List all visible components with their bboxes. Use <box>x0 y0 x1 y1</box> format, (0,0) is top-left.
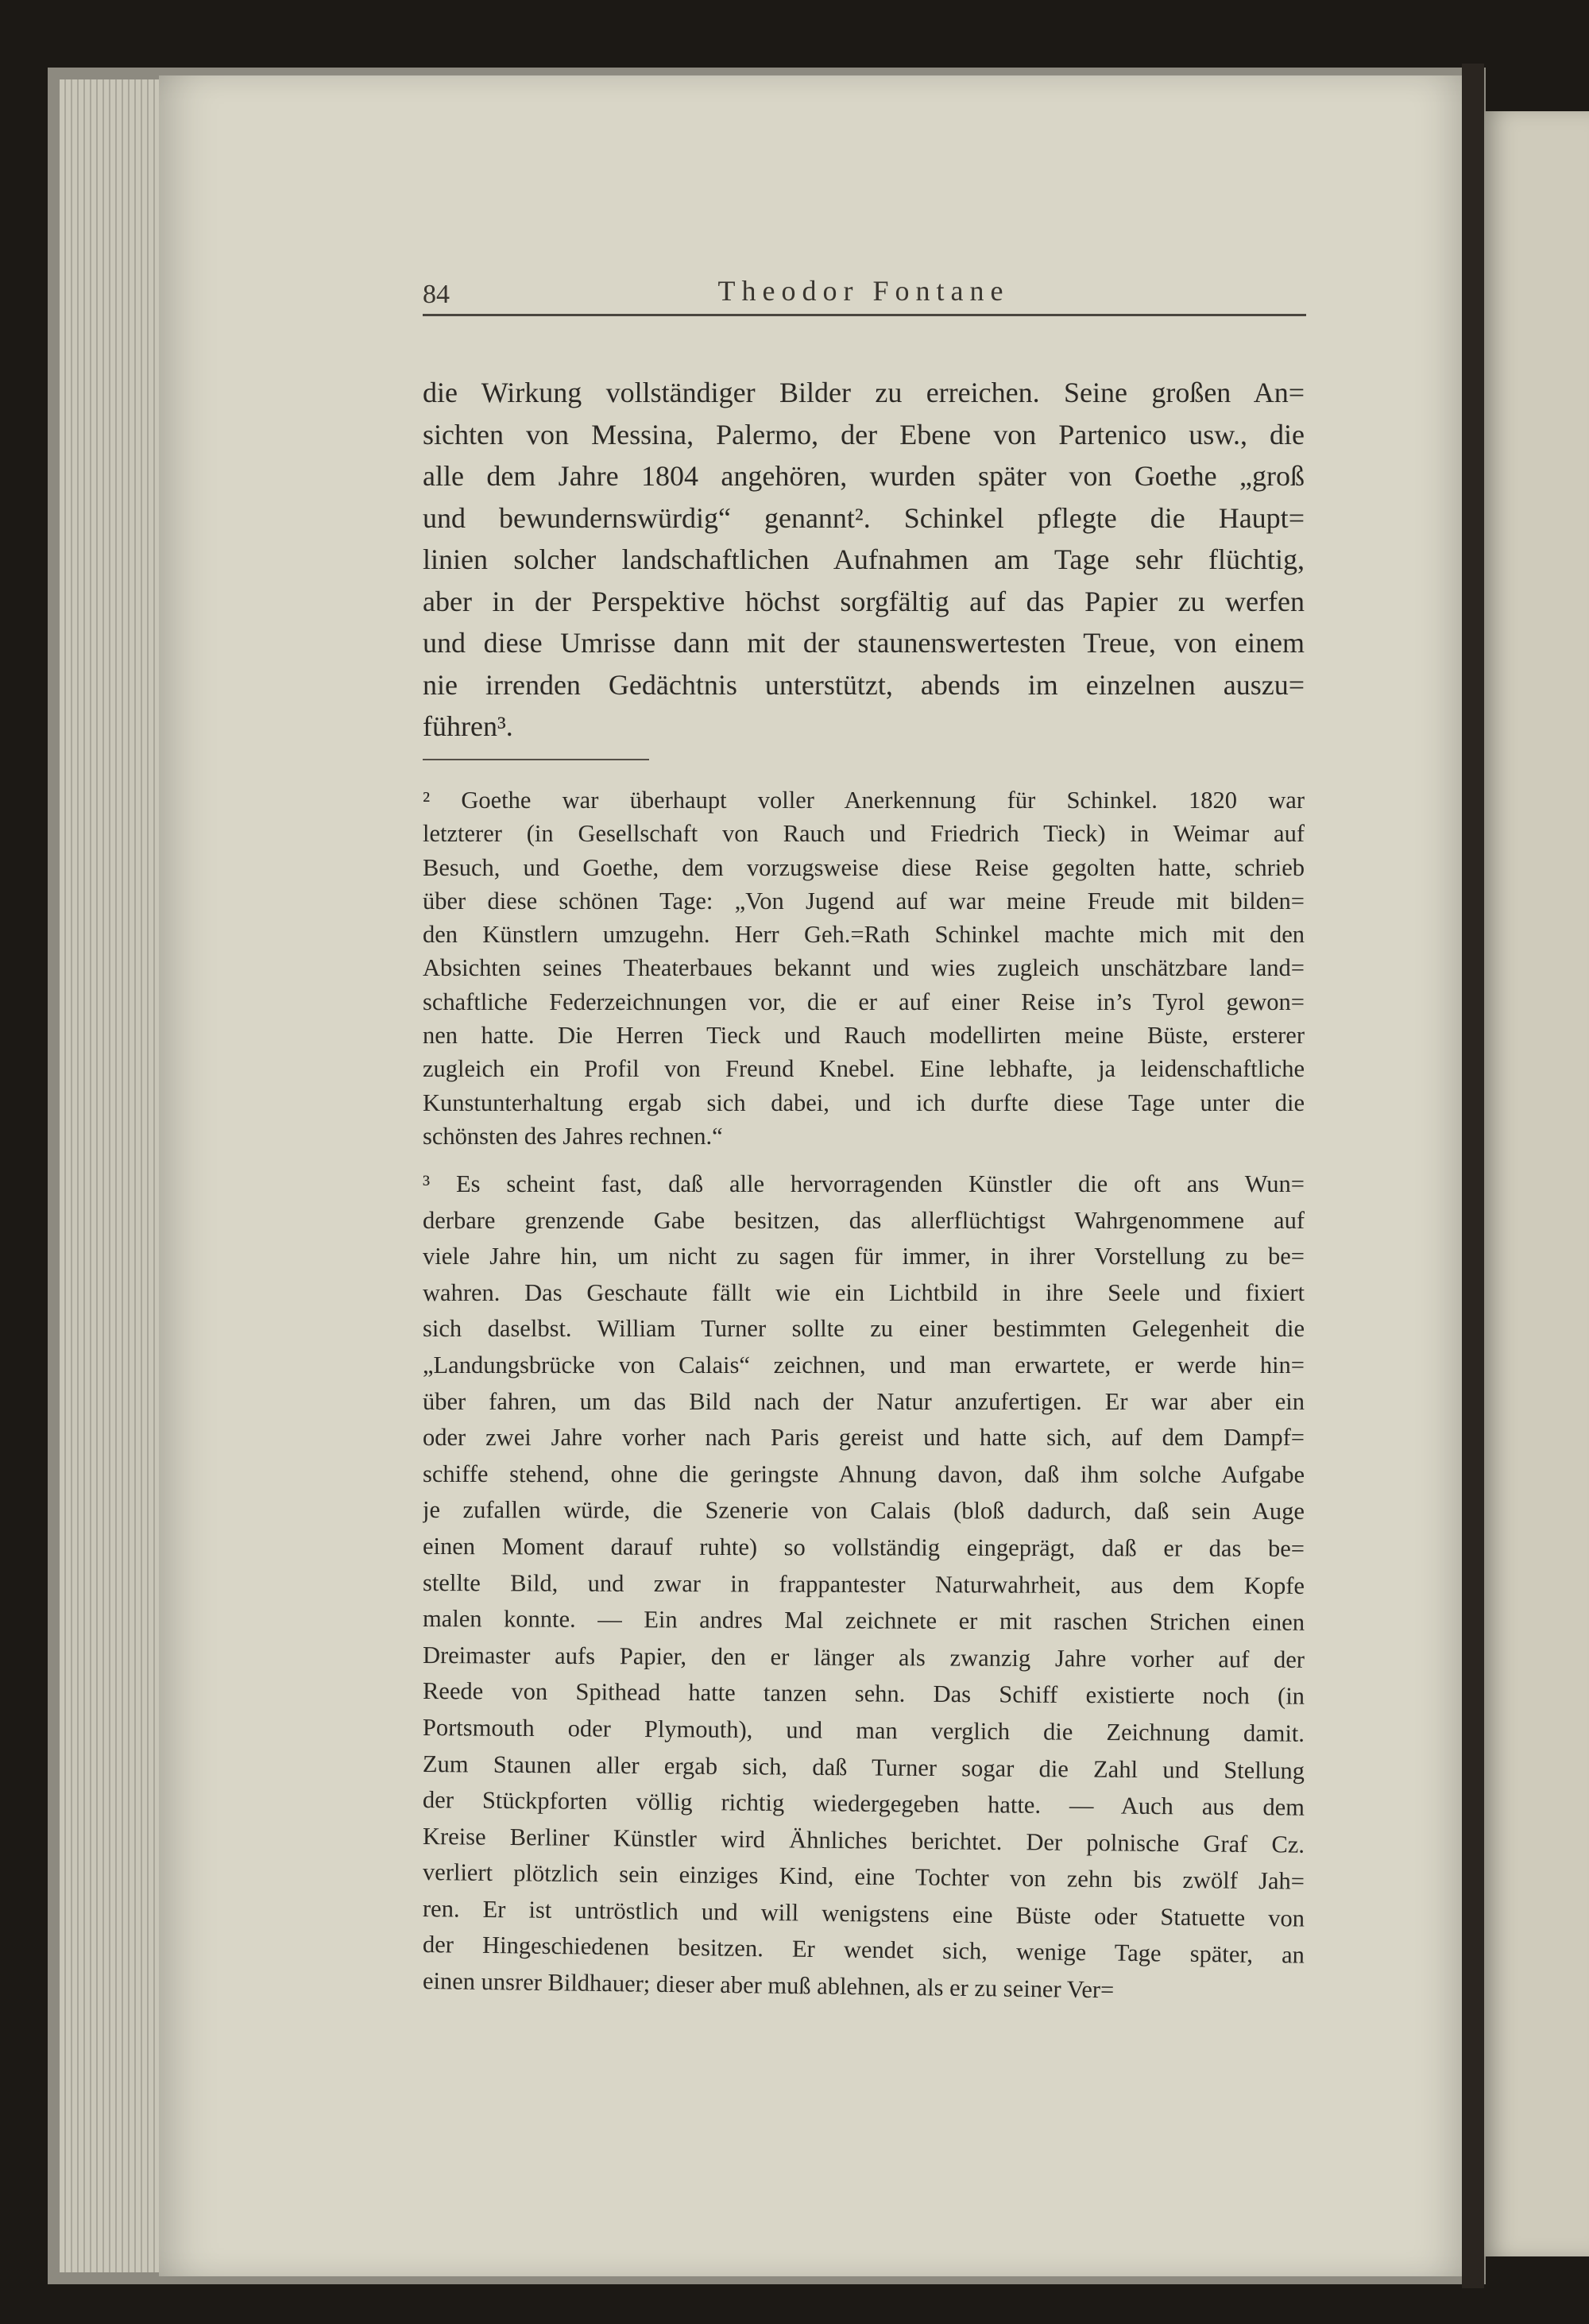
book-gutter <box>1462 64 1484 2288</box>
text-line: führen³. <box>423 710 513 742</box>
text-line: malen konnte. — Ein andres Mal zeichnete er mit raschen Strichen einen <box>422 1605 1305 1636</box>
text-line: derbare grenzende Gabe besitzen, das allerflüchtigst Wahrgenommene auf <box>423 1206 1305 1234</box>
text-line: über fahren, um das Bild nach der Natur anzufertigen. Er war aber ein <box>423 1387 1305 1415</box>
text-line: „Landungsbrücke von Calais“ zeichnen, und man erwartete, er werde hin= <box>423 1351 1305 1379</box>
text-line: und diese Umrisse dann mit der staunenswertesten Treue, von einem <box>423 627 1305 659</box>
text-line: ² Goethe war überhaupt voller Anerkennung für Schinkel. 1820 war <box>423 787 1305 814</box>
footnote-2 <box>423 783 1305 1153</box>
running-title: Theodor Fontane <box>717 275 1010 307</box>
text-line: verliert plötzlich sein einziges Kind, eine Tochter von zehn bis zwölf Jah= <box>422 1858 1305 1895</box>
text-line: der Stückpforten völlig richtig wiedergegeben hatte. — Auch aus dem <box>422 1786 1305 1821</box>
page-header <box>423 270 1305 310</box>
facing-page-edge <box>1484 111 1589 2256</box>
text-line: nen hatte. Die Herren Tieck und Rauch modellirten meine Büste, ersterer <box>423 1022 1305 1050</box>
text-line: einen unsrer Bildhauer; dieser aber muß ablehnen, als er zu seiner Ver= <box>422 1967 1115 2004</box>
text-line: sich daselbst. William Turner sollte zu einer bestimmten Gelegenheit die <box>423 1315 1305 1343</box>
text-line: Zum Staunen aller ergab sich, daß Turner sogar die Zahl und Stellung <box>422 1750 1305 1785</box>
text-line: schaftliche Federzeichnungen vor, die er auf einer Reise in’s Tyrol gewon= <box>423 988 1305 1015</box>
text-line: Portsmouth oder Plymouth), und man verglich die Zeichnung damit. <box>422 1713 1305 1747</box>
text-line: Kunstunterhaltung ergab sich dabei, und ich durfte diese Tage unter die <box>423 1089 1305 1116</box>
text-line: Absichten seines Theaterbaues bekannt und wies zugleich unschätzbare land= <box>423 954 1305 982</box>
text-line: den Künstlern umzugehn. Herr Geh.=Rath Schinkel machte mich mit den <box>423 921 1305 949</box>
header-rule <box>423 314 1306 316</box>
main-paragraph <box>423 372 1305 748</box>
text-line: der Hingeschiedenen besitzen. Er wendet sich, wenige Tage später, an <box>422 1931 1305 1970</box>
text-line: aber in der Perspektive höchst sorgfältig auf das Papier zu werfen <box>423 585 1305 617</box>
text-line: alle dem Jahre 1804 angehören, wurden später von Goethe „groß <box>423 460 1305 492</box>
text-line: Besuch, und Goethe, dem vorzugsweise diese Reise gegolten hatte, schrieb <box>423 853 1305 881</box>
text-line: sichten von Messina, Palermo, der Ebene von Partenico usw., die <box>423 418 1305 450</box>
page-number: 84 <box>423 280 450 309</box>
text-line: die Wirkung vollständiger Bilder zu erreichen. Seine großen An= <box>423 377 1305 408</box>
text-line: stellte Bild, und zwar in frappantester Naturwahrheit, aus dem Kopfe <box>422 1568 1305 1599</box>
text-line: wahren. Das Geschaute fällt wie ein Lichtbild in ihre Seele und fixiert <box>423 1278 1305 1306</box>
text-line: Dreimaster aufs Papier, den er länger als zwanzig Jahre vorher auf der <box>422 1641 1305 1673</box>
text-line: letzterer (in Gesellschaft von Rauch und Friedrich Tieck) in Weimar auf <box>423 820 1305 848</box>
text-line: schiffe stehend, ohne die geringste Ahnung davon, daß ihm solche Aufgabe <box>422 1460 1305 1488</box>
page-edges <box>60 79 171 2272</box>
text-line: ³ Es scheint fast, daß alle hervorragenden Künstler die oft ans Wun= <box>423 1170 1305 1197</box>
text-line: ren. Er ist untröstlich und will wenigstens eine Büste oder Statuette von <box>422 1894 1305 1932</box>
text-line: und bewundernswürdig“ genannt². Schinkel pflegte die Haupt= <box>423 501 1305 534</box>
text-line: einen Moment darauf ruhte) so vollständig eingeprägt, daß er das be= <box>422 1532 1305 1562</box>
text-line: Reede von Spithead hatte tanzen sehn. Das Schiff existierte noch (in <box>422 1677 1305 1711</box>
text-line: viele Jahre hin, um nicht zu sagen für immer, in ihrer Vorstellung zu be= <box>423 1243 1305 1270</box>
text-line: nie irrenden Gedächtnis unterstützt, abends im einzelnen auszu= <box>423 668 1305 701</box>
footnote-separator <box>423 759 649 760</box>
text-line: je zufallen würde, die Szenerie von Calais (bloß dadurch, daß sein Auge <box>422 1496 1305 1525</box>
text-line: schönsten des Jahres rechnen.“ <box>423 1122 723 1150</box>
text-line: linien solcher landschaftlichen Aufnahmen am Tage sehr flüchtig, <box>423 543 1305 575</box>
text-line: Kreise Berliner Künstler wird Ähnliches berichtet. Der polnische Graf Cz. <box>422 1822 1305 1858</box>
text-line: oder zwei Jahre vorher nach Paris gereist und hatte sich, auf dem Dampf= <box>423 1424 1305 1452</box>
footnote-3 <box>422 1166 1305 2004</box>
text-line: über diese schönen Tage: „Von Jugend auf war meine Freude mit bilden= <box>423 887 1305 915</box>
text-line: zugleich ein Profil von Freund Knebel. Eine lebhafte, ja leidenschaftliche <box>423 1055 1305 1083</box>
